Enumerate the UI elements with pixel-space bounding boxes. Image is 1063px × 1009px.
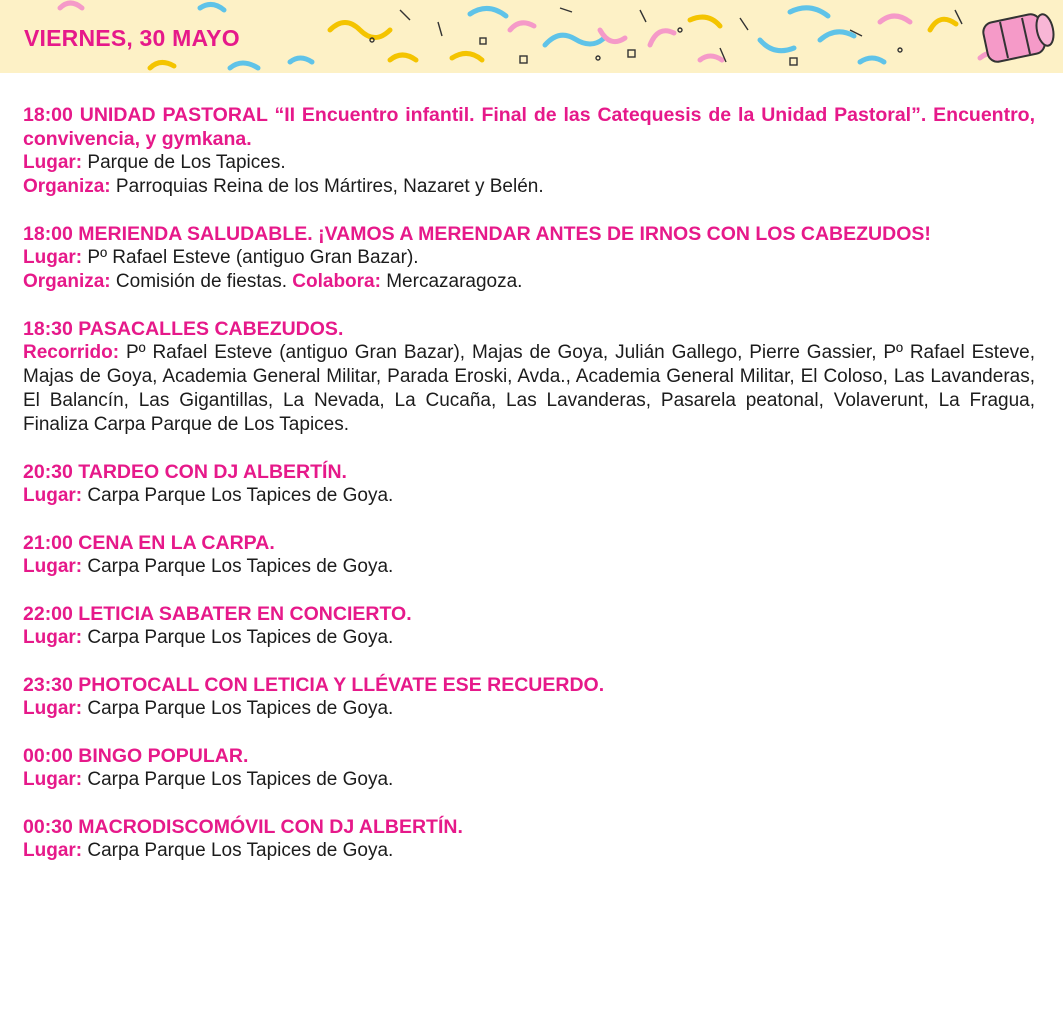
lugar-label: Lugar:	[23, 627, 83, 648]
event-title: 00:00 BINGO POPULAR.	[23, 745, 249, 767]
event-title: 23:30 PHOTOCALL CON LETICIA Y LLÉVATE ESE RECUERDO.	[23, 674, 605, 696]
event-title: 20:30 TARDEO CON DJ ALBERTÍN.	[23, 461, 347, 483]
event-item	[23, 815, 1035, 863]
lugar-value: Carpa Parque Los Tapices de Goya.	[87, 627, 394, 648]
lugar-value: Parque de Los Tapices.	[87, 152, 286, 173]
event-item	[23, 460, 1035, 508]
lugar-value: Carpa Parque Los Tapices de Goya.	[87, 698, 394, 719]
recorrido-value: Pº Rafael Esteve (antiguo Gran Bazar), Majas de Goya, Julián Gallego, Pierre Gassier, Pº Rafael Esteve, Majas de Goya, Academia General Militar, Parada Eroski, Avda., Academia General Militar, El Coloso, Las Lavanderas, El Balancín, Las Gigantillas, La Nevada, La Cucaña, Las Lavanderas, Pasarela peatonal, Volaverunt, La Fragua, Finaliza Carpa Parque de Los Tapices.	[23, 342, 1035, 435]
event-item	[23, 531, 1035, 579]
event-item	[23, 602, 1035, 650]
event-item	[23, 317, 1035, 437]
recorrido-label: Recorrido:	[23, 342, 120, 363]
lugar-label: Lugar:	[23, 769, 83, 790]
colabora-label: Colabora:	[292, 271, 381, 292]
day-title: VIERNES, 30 MAYO	[14, 20, 252, 56]
lugar-label: Lugar:	[23, 840, 83, 861]
lugar-value: Carpa Parque Los Tapices de Goya.	[87, 556, 394, 577]
event-item	[23, 103, 1035, 199]
event-title: 18:30 PASACALLES CABEZUDOS.	[23, 318, 344, 340]
organiza-value: Parroquias Reina de los Mártires, Nazaret y Belén.	[115, 176, 544, 197]
event-title: 00:30 MACRODISCOMÓVIL CON DJ ALBERTÍN.	[23, 816, 463, 838]
lugar-label: Lugar:	[23, 698, 83, 719]
lugar-value: Carpa Parque Los Tapices de Goya.	[87, 485, 394, 506]
lugar-label: Lugar:	[23, 152, 83, 173]
event-item	[23, 222, 1035, 294]
event-title: 18:00 UNIDAD PASTORAL “II Encuentro infantil. Final de las Catequesis de la Unidad Pastoral”. Encuentro, convivencia, y gymkana.	[23, 104, 1035, 150]
event-title: 21:00 CENA EN LA CARPA.	[23, 532, 275, 554]
organiza-value: Comisión de fiestas.	[115, 271, 287, 292]
confetti-banner	[0, 0, 1063, 73]
lugar-label: Lugar:	[23, 556, 83, 577]
event-list	[23, 103, 1035, 886]
lugar-value: Carpa Parque Los Tapices de Goya.	[87, 840, 394, 861]
event-item	[23, 673, 1035, 721]
event-item	[23, 744, 1035, 792]
lugar-value: Carpa Parque Los Tapices de Goya.	[87, 769, 394, 790]
lugar-value: Pº Rafael Esteve (antiguo Gran Bazar).	[87, 247, 419, 268]
event-title: 18:00 MERIENDA SALUDABLE. ¡VAMOS A MERENDAR ANTES DE IRNOS CON LOS CABEZUDOS!	[23, 223, 931, 245]
colabora-value: Mercazaragoza.	[386, 271, 523, 292]
organiza-label: Organiza:	[23, 176, 111, 197]
event-title: 22:00 LETICIA SABATER EN CONCIERTO.	[23, 603, 412, 625]
organiza-label: Organiza:	[23, 271, 111, 292]
lugar-label: Lugar:	[23, 485, 83, 506]
lugar-label: Lugar:	[23, 247, 83, 268]
